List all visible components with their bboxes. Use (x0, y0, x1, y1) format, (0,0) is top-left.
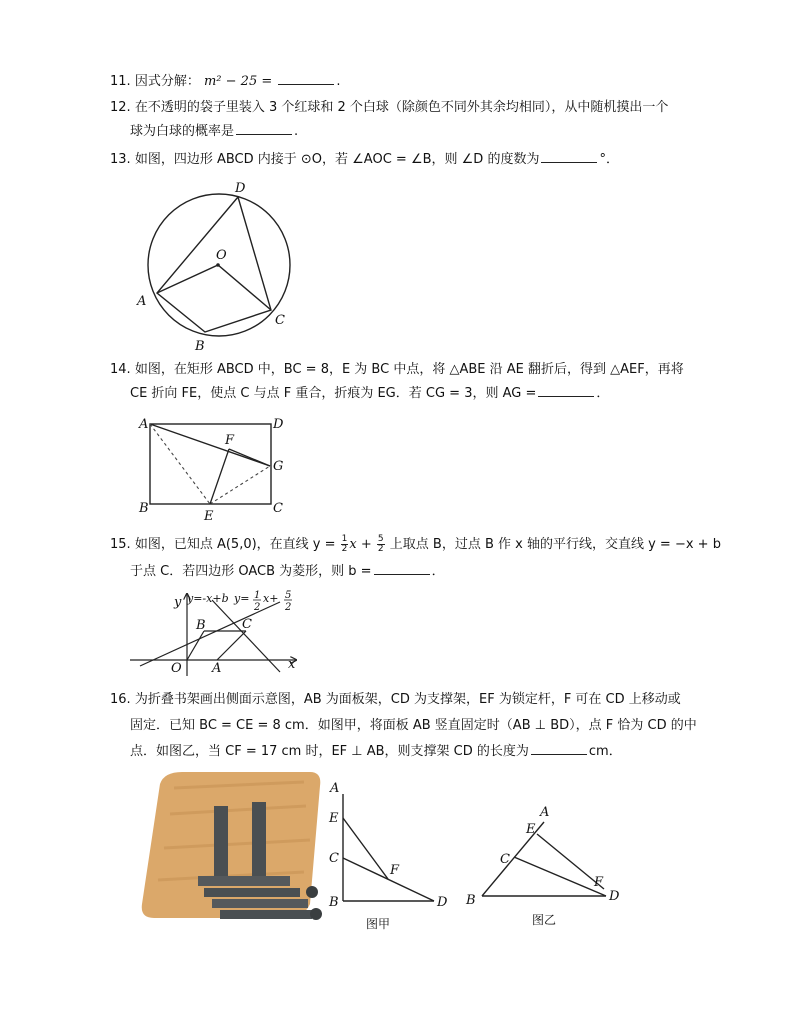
q15-coordinate-figure (130, 588, 310, 678)
q12-answer-blank[interactable] (236, 122, 292, 135)
q13-answer-blank[interactable] (541, 150, 597, 163)
svg-text:2: 2 (254, 602, 261, 613)
q15-line1: 15. 如图，已知点 A(5,0)，在直线 y = $\frac{1}{2}$ x + $\frac{5}{2}$ 上取点 B，过点 B 作 x 轴的平行线，交直线 y = −x + b (110, 534, 721, 554)
svg-text:5: 5 (285, 590, 292, 601)
q16-answer-blank[interactable] (531, 742, 587, 755)
label-E: E (329, 811, 339, 826)
q15-answer-blank[interactable] (374, 562, 430, 575)
label-E: E (204, 509, 214, 524)
svg-text:2: 2 (285, 602, 292, 613)
label-B: B (195, 339, 205, 354)
q14-line2: CE 折向 FE，使点 C 与点 F 重合，折痕为 EG．若 CG = 3，则 AG = ． (130, 386, 610, 401)
label-A: A (139, 417, 149, 432)
q14-number: 14. (110, 362, 131, 377)
label-F: F (390, 863, 400, 878)
q16-line2: 固定．已知 BC = CE = 8 cm．如图甲，将面板 AB 竖直固定时（AB ⊥ BD），点 F 恰为 CD 的中 (130, 718, 697, 733)
q14-answer-blank[interactable] (538, 384, 594, 397)
q11-number: 11. (110, 74, 131, 89)
label-F: F (225, 433, 235, 448)
caption-figure-jia: 图甲 (366, 917, 391, 931)
label-C: C (500, 852, 510, 867)
q14-rectangle-figure (135, 412, 295, 524)
axis-label-x: x (288, 657, 296, 672)
q15-number: 15. (110, 537, 131, 552)
label-D: D (235, 181, 246, 196)
q12-line1: 12. 在不透明的袋子里装入 3 个红球和 2 个白球（除颜色不同外其余均相同），从中随机摸出一个 (110, 100, 669, 115)
label-E: E (526, 822, 536, 837)
fraction-one-half: $\frac{1}{2}$ (341, 534, 348, 554)
q11-line: 11. 因式分解： m² − 25 = . (110, 74, 341, 89)
label-O: O (171, 661, 182, 676)
label-A: A (212, 661, 222, 676)
figure-yi (462, 800, 632, 936)
label-B: B (329, 895, 339, 910)
label-D: D (273, 417, 284, 432)
label-O: O (216, 248, 227, 263)
q12-number: 12. (110, 100, 131, 115)
q11-answer-blank[interactable] (278, 72, 334, 85)
book-stand-photo (134, 768, 324, 930)
q16-line1: 16. 为折叠书架画出侧面示意图，AB 为面板架，CD 为支撑架，EF 为锁定杆，F 可在 CD 上移动或 (110, 692, 681, 707)
label-A: A (540, 805, 550, 820)
label-C: C (273, 501, 283, 516)
label-C: C (329, 851, 339, 866)
q13-circle-figure (130, 175, 310, 355)
q11-prompt: 因式分解： (134, 74, 200, 89)
q13-line: 13. 如图，四边形 ABCD 内接于 ⊙O，若 ∠AOC = ∠B，则 ∠D 的度数为 °． (110, 152, 619, 167)
q11-expression: m² − 25 = (203, 74, 273, 89)
label-D: D (437, 895, 448, 910)
q15-line2: 于点 C．若四边形 OACB 为菱形，则 b = ． (130, 564, 445, 579)
label-C: C (275, 313, 285, 328)
fraction-five-halves: $\frac{5}{2}$ (377, 534, 384, 554)
label-C: C (242, 617, 252, 632)
figure-jia (326, 776, 456, 936)
label-B: B (139, 501, 149, 516)
axis-label-y: y (174, 595, 182, 610)
svg-text:y=: y= (234, 592, 250, 605)
caption-figure-yi: 图乙 (532, 913, 557, 927)
label-D: D (609, 889, 620, 904)
label-F: F (594, 875, 604, 890)
label-B: B (466, 893, 476, 908)
svg-text:x+: x+ (263, 592, 279, 605)
q13-number: 13. (110, 152, 131, 167)
q14-line1: 14. 如图，在矩形 ABCD 中，BC = 8，E 为 BC 中点，将 △ABE 沿 AE 翻折后，得到 △AEF，再将 (110, 362, 684, 377)
label-G: G (273, 459, 284, 474)
label-B: B (196, 618, 206, 633)
label-A: A (137, 294, 147, 309)
line-label-y-neg-x-plus-b: y=-x+b (187, 592, 229, 605)
label-A: A (330, 781, 340, 796)
q16-number: 16. (110, 692, 131, 707)
svg-text:1: 1 (254, 590, 261, 601)
q16-line3: 点．如图乙，当 CF = 17 cm 时，EF ⊥ AB，则支撑架 CD 的长度为 cm． (130, 744, 622, 759)
q12-line2: 球为白球的概率是 . (130, 124, 299, 139)
